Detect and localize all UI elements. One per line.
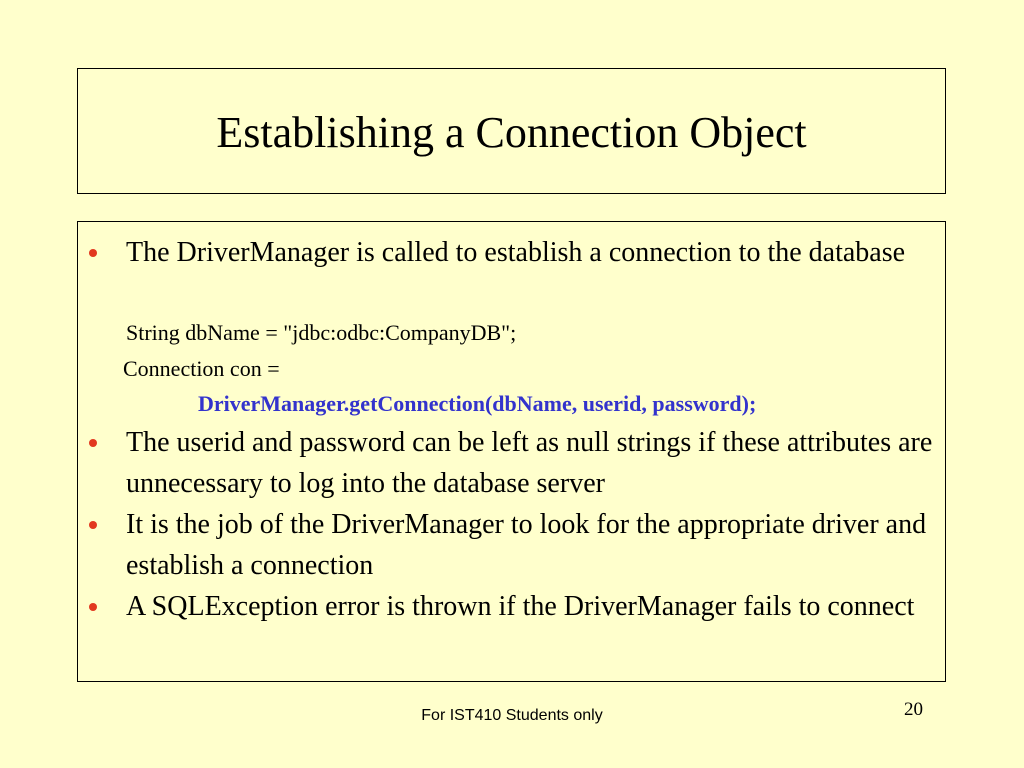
bullet-text-2: The userid and password can be left as null strings if these attributes are unnecessary to log into the database server bbox=[126, 427, 933, 499]
bullet-text-1: The DriverManager is called to establish a connection to the database bbox=[126, 237, 906, 268]
bullet-icon bbox=[89, 521, 97, 529]
code-line-3: DriverManager.getConnection(dbName, userid, password); bbox=[198, 391, 757, 416]
code-line-2: Connection con = bbox=[123, 356, 280, 381]
bullet-icon bbox=[89, 249, 97, 257]
slide-title: Establishing a Connection Object bbox=[216, 108, 807, 157]
bullet-icon bbox=[89, 603, 97, 611]
code-line-1: String dbName = "jdbc:odbc:CompanyDB"; bbox=[126, 320, 517, 345]
bullet-text-4: A SQLException error is thrown if the DriverManager fails to connect bbox=[126, 591, 915, 622]
footer-text: For IST410 Students only bbox=[421, 707, 603, 724]
content-box bbox=[77, 221, 946, 682]
page-number: 20 bbox=[904, 699, 923, 720]
bullet-text-3: It is the job of the DriverManager to look for the appropriate driver and establish a connection bbox=[126, 509, 927, 581]
title-box bbox=[77, 68, 946, 194]
bullet-icon bbox=[89, 439, 97, 447]
